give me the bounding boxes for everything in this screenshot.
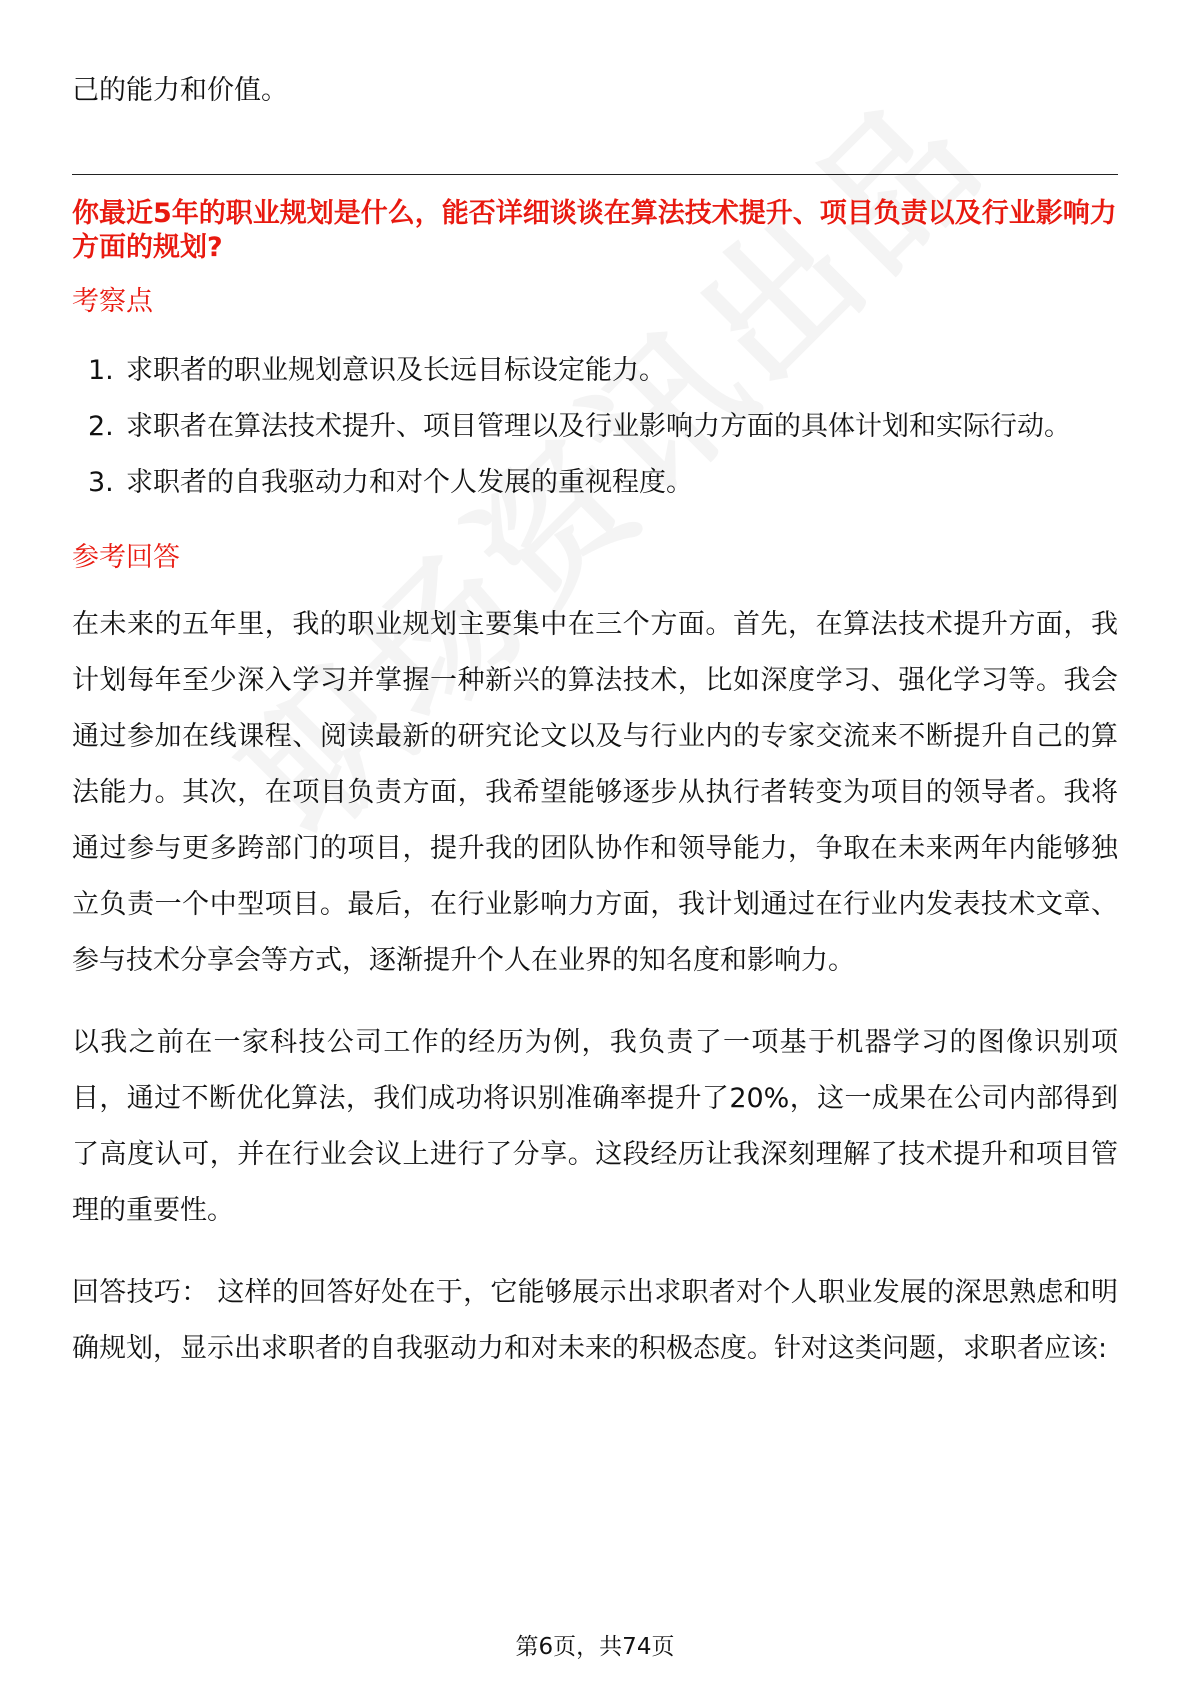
inspection-heading: 考察点 [72,286,153,317]
section-divider [72,174,1118,175]
inspection-item-number: 3. [88,467,114,498]
carry-over-text: 己的能力和价值。 [72,75,288,106]
tips-paragraph: 回答技巧： 这样的回答好处在于，它能够展示出求职者对个人职业发展的深思熟虑和明确规划，显示出求职者的自我驱动力和对未来的积极态度。针对这类问题，求职者应该: [72,1277,1118,1364]
inspection-item-number: 2. [88,411,114,442]
inspection-item [72,343,1118,399]
inspection-item-number: 1. [88,355,114,386]
inspection-item-text: 求职者的职业规划意识及长远目标设定能力。 [126,355,666,386]
page-content [72,62,1118,1377]
inspection-item [72,399,1118,455]
page-number-footer: 第6页，共74页 [515,1634,675,1660]
answer-paragraph: 在未来的五年里，我的职业规划主要集中在三个方面。首先，在算法技术提升方面，我计划每年至少深入学习并掌握一种新兴的算法技术，比如深度学习、强化学习等。我会通过参加在线课程、阅读最新的研究论文以及与行业内的专家交流来不断提升自己的算法能力。其次，在项目负责方面，我希望能够逐步从执行者转变为项目的领导者。我将通过参与更多跨部门的项目，提升我的团队协作和领导能力，争取在未来两年内能够独立负责一个中型项目。最后，在行业影响力方面，我计划通过在行业内发表技术文章、参与技术分享会等方式，逐渐提升个人在业界的知名度和影响力。 [72,609,1118,976]
inspection-item-text: 求职者的自我驱动力和对个人发展的重视程度。 [126,467,693,498]
inspection-item [72,455,1118,511]
answer-heading: 参考回答 [72,542,180,573]
question-heading: 你最近5年的职业规划是什么，能否详细谈谈在算法技术提升、项目负责以及行业影响力方面的规划? [72,198,1117,263]
example-paragraph: 以我之前在一家科技公司工作的经历为例，我负责了一项基于机器学习的图像识别项目，通过不断优化算法，我们成功将识别准确率提升了20%，这一成果在公司内部得到了高度认可，并在行业会议上进行了分享。这段经历让我深刻理解了技术提升和项目管理的重要性。 [72,1027,1118,1226]
inspection-item-text: 求职者在算法技术提升、项目管理以及行业影响力方面的具体计划和实际行动。 [126,411,1071,442]
inspection-list [72,343,1118,511]
